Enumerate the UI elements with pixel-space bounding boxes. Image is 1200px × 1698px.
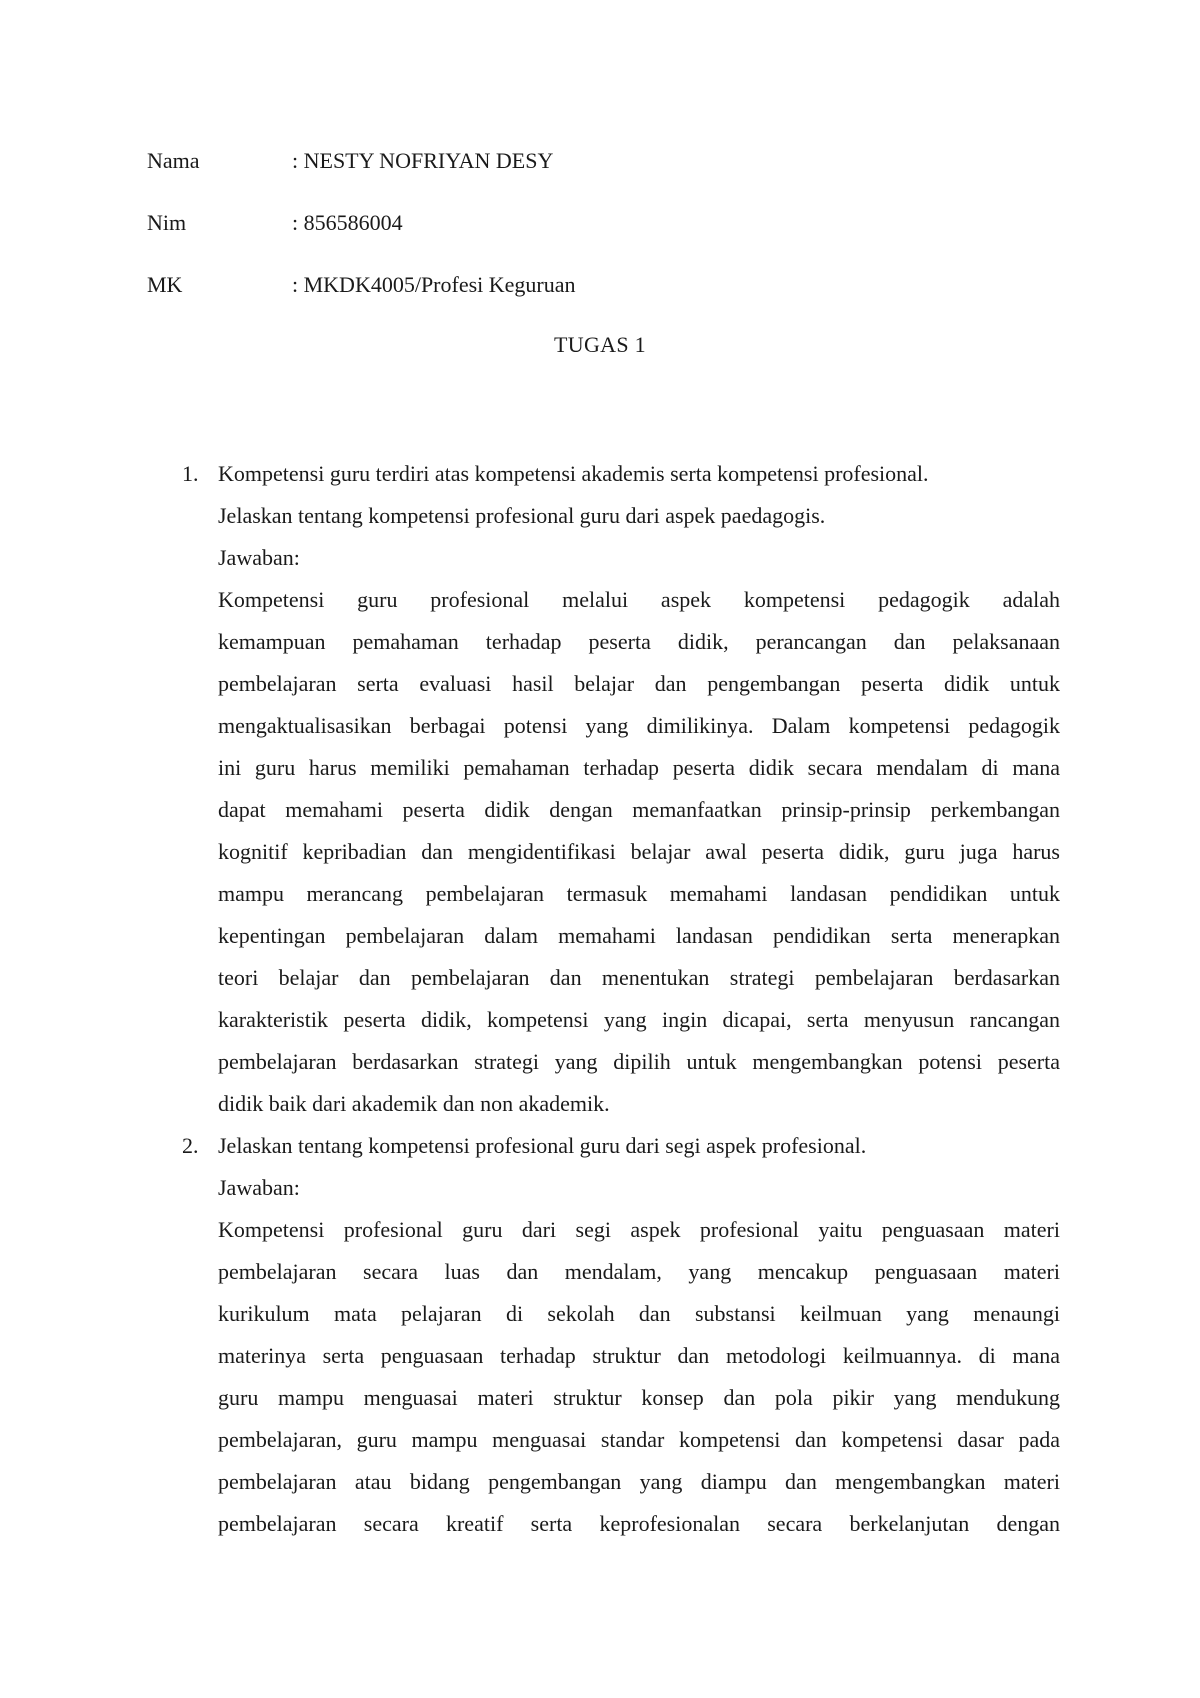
answer-line: mengaktualisasikan berbagai potensi yang dimilikinya. Dalam kompetensi pedagogik [218,713,1060,738]
answer-line: Kompetensi guru profesional melalui aspek kompetensi pedagogik adalah [218,587,1060,612]
question-line: Jelaskan tentang kompetensi profesional guru dari segi aspek profesional. [218,1133,867,1158]
answer-line: pembelajaran secara luas dan mendalam, yang mencakup penguasaan materi [218,1259,1060,1284]
document-title: TUGAS 1 [554,332,646,357]
mk-row [147,270,576,300]
answer-line: kognitif kepribadian dan mengidentifikasi belajar awal peserta didik, guru juga harus [218,839,1060,864]
answer-line: pembelajaran berdasarkan strategi yang dipilih untuk mengembangkan potensi peserta [218,1049,1060,1074]
answer-line: pembelajaran atau bidang pengembangan yang diampu dan mengembangkan materi [218,1469,1060,1494]
answer-line: pembelajaran, guru mampu menguasai standar kompetensi dan kompetensi dasar pada [218,1427,1060,1452]
answer-line: materinya serta penguasaan terhadap struktur dan metodologi keilmuannya. di mana [218,1343,1060,1368]
answer-line: ini guru harus memiliki pemahaman terhadap peserta didik secara mendalam di mana [218,755,1060,780]
answer-line: guru mampu menguasai materi struktur konsep dan pola pikir yang mendukung [218,1385,1060,1410]
answer-line: kurikulum mata pelajaran di sekolah dan substansi keilmuan yang menaungi [218,1301,1060,1326]
nim-value: : 856586004 [292,210,403,235]
answer-line: mampu merancang pembelajaran termasuk memahami landasan pendidikan untuk [218,881,1060,906]
answer-line: didik baik dari akademik dan non akademik. [218,1091,610,1116]
question-number: 1. [182,461,199,486]
answer-line: teori belajar dan pembelajaran dan menentukan strategi pembelajaran berdasarkan [218,965,1060,990]
mk-value: : MKDK4005/Profesi Keguruan [292,272,576,297]
answer-line: kemampuan pemahaman terhadap peserta didik, perancangan dan pelaksanaan [218,629,1060,654]
answer-line: pembelajaran secara kreatif serta keprofesionalan secara berkelanjutan dengan [218,1511,1060,1536]
answer-label: Jawaban: [218,1175,300,1200]
answer-line: Kompetensi profesional guru dari segi aspek profesional yaitu penguasaan materi [218,1217,1060,1242]
question-number: 2. [182,1133,199,1158]
answer-line: dapat memahami peserta didik dengan memanfaatkan prinsip-prinsip perkembangan [218,797,1060,822]
answer-line: kepentingan pembelajaran dalam memahami landasan pendidikan serta menerapkan [218,923,1060,948]
answer-label: Jawaban: [218,545,300,570]
answer-line: karakteristik peserta didik, kompetensi yang ingin dicapai, serta menyusun rancangan [218,1007,1060,1032]
nama-row [147,146,553,176]
nama-value: : NESTY NOFRIYAN DESY [292,148,554,173]
nim-row [147,208,403,238]
question-line: Jelaskan tentang kompetensi profesional guru dari aspek paedagogis. [218,503,826,528]
question-line: Kompetensi guru terdiri atas kompetensi akademis serta kompetensi profesional. [218,461,929,486]
nama-label: Nama [147,148,200,173]
mk-label: MK [147,272,183,297]
answer-line: pembelajaran serta evaluasi hasil belajar dan pengembangan peserta didik untuk [218,671,1060,696]
nim-label: Nim [147,210,187,235]
